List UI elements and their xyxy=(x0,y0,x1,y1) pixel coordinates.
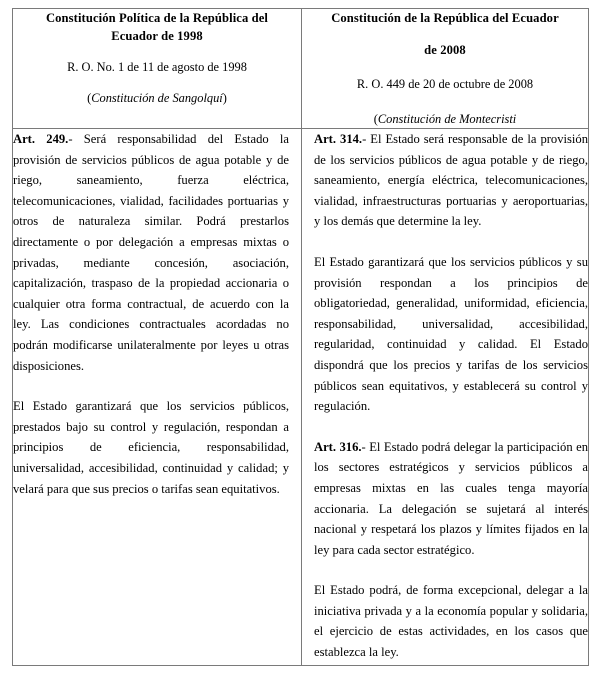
article-314-paragraph-1 xyxy=(314,129,588,232)
article-314-dash: - xyxy=(362,132,371,146)
article-316-number: Art. 316. xyxy=(314,439,362,454)
header-nickname-1998-open: ( xyxy=(87,91,92,105)
article-249-text-1: Será responsabilidad del Estado la provisión de servicios públicos de agua potable y de riego, saneamiento, fuerza eléctrica, telecomunicaciones, vialidad, facilidades portuarias y otros de naturaleza similar. Podrá prestarlos directamente o por delegación a empresas mixtas o privadas, mediante concesión, asociación, capitalización, traspaso de la propiedad accionaria o cualquier otra forma contractual, de acuerdo con la ley. Las condiciones contractuales acordadas no podrán modificarse unilateralmente por leyes u otras disposiciones. xyxy=(13,132,290,373)
article-249-paragraph-1 xyxy=(13,129,289,376)
article-249-paragraph-2: El Estado garantizará que los servicios públicos, prestados bajo su control y regulación, respondan a principios de eficiencia, responsabilidad, universalidad, accesibilidad, continuidad y calidad; y velará para que sus precios o tarifas sean equitativos. xyxy=(13,399,289,496)
header-registry-1998: R. O. No. 1 de 11 de agosto de 1998 xyxy=(67,60,247,74)
header-title-1998-line2: Ecuador de 1998 xyxy=(111,29,203,43)
article-316-paragraph-1 xyxy=(314,437,588,561)
header-nickname-1998-text: Constitución de Sangolquí xyxy=(91,91,223,105)
header-nickname-2008 xyxy=(302,110,588,128)
header-nickname-1998-close: ) xyxy=(222,91,227,105)
table-body-row xyxy=(13,129,589,666)
header-title-2008 xyxy=(302,9,588,59)
article-316-text-1: El Estado podrá delegar la participación en los sectores estratégicos y servicios públicos a empresas mixtas en las cuales tenga mayoría accionaria. La delegación se sujetará al interés nacional y respetará los plazos y límites fijados en la ley para cada sector estratégico. xyxy=(314,439,588,557)
header-title-2008-line2: de 2008 xyxy=(424,43,466,57)
column-header-1998 xyxy=(13,9,302,129)
table-header-row xyxy=(13,9,589,129)
header-nickname-2008-text: Constitución de Montecristi xyxy=(377,112,517,126)
article-316-paragraph-2: El Estado podrá, de forma excepcional, delegar a la iniciativa privada y a la economía popular y solidaria, el ejercicio de estas actividades, en los casos que establezca la ley. xyxy=(314,583,588,660)
article-314-number: Art. 314. xyxy=(314,132,363,146)
constitution-comparison-table xyxy=(12,8,589,666)
article-cell-2008 xyxy=(302,129,589,666)
article-314-text-1: El Estado será responsable de la provisión de los servicios públicos de agua potable y de riego, saneamiento, energía eléctrica, telecomunicaciones, vialidad, infraestructuras portuarias y aeroportuarias, y los demás que determine la ley. xyxy=(314,132,589,229)
article-316-dash: - xyxy=(361,439,370,454)
header-nickname-2008-open: ( xyxy=(373,112,378,126)
article-249-dash: - xyxy=(68,132,84,146)
header-nickname-1998 xyxy=(13,89,301,107)
header-title-1998 xyxy=(13,9,301,45)
column-header-2008 xyxy=(302,9,589,129)
article-249-number: Art. 249. xyxy=(13,132,69,146)
header-title-2008-line1: Constitución de la República del Ecuador xyxy=(331,11,559,25)
article-cell-1998 xyxy=(13,129,302,666)
header-title-1998-line1: Constitución Política de la República del xyxy=(45,11,269,25)
header-registry-2008: R. O. 449 de 20 de octubre de 2008 xyxy=(356,77,534,91)
article-314-paragraph-2: El Estado garantizará que los servicios públicos y su provisión respondan a los principios de obligatoriedad, generalidad, uniformidad, eficiencia, responsabilidad, universalidad, accesibilidad, regularidad, continuidad y calidad. El Estado dispondrá que los precios y tarifas de los servicios públicos sean equitativos, y establecerá su control y regulación. xyxy=(314,254,588,414)
